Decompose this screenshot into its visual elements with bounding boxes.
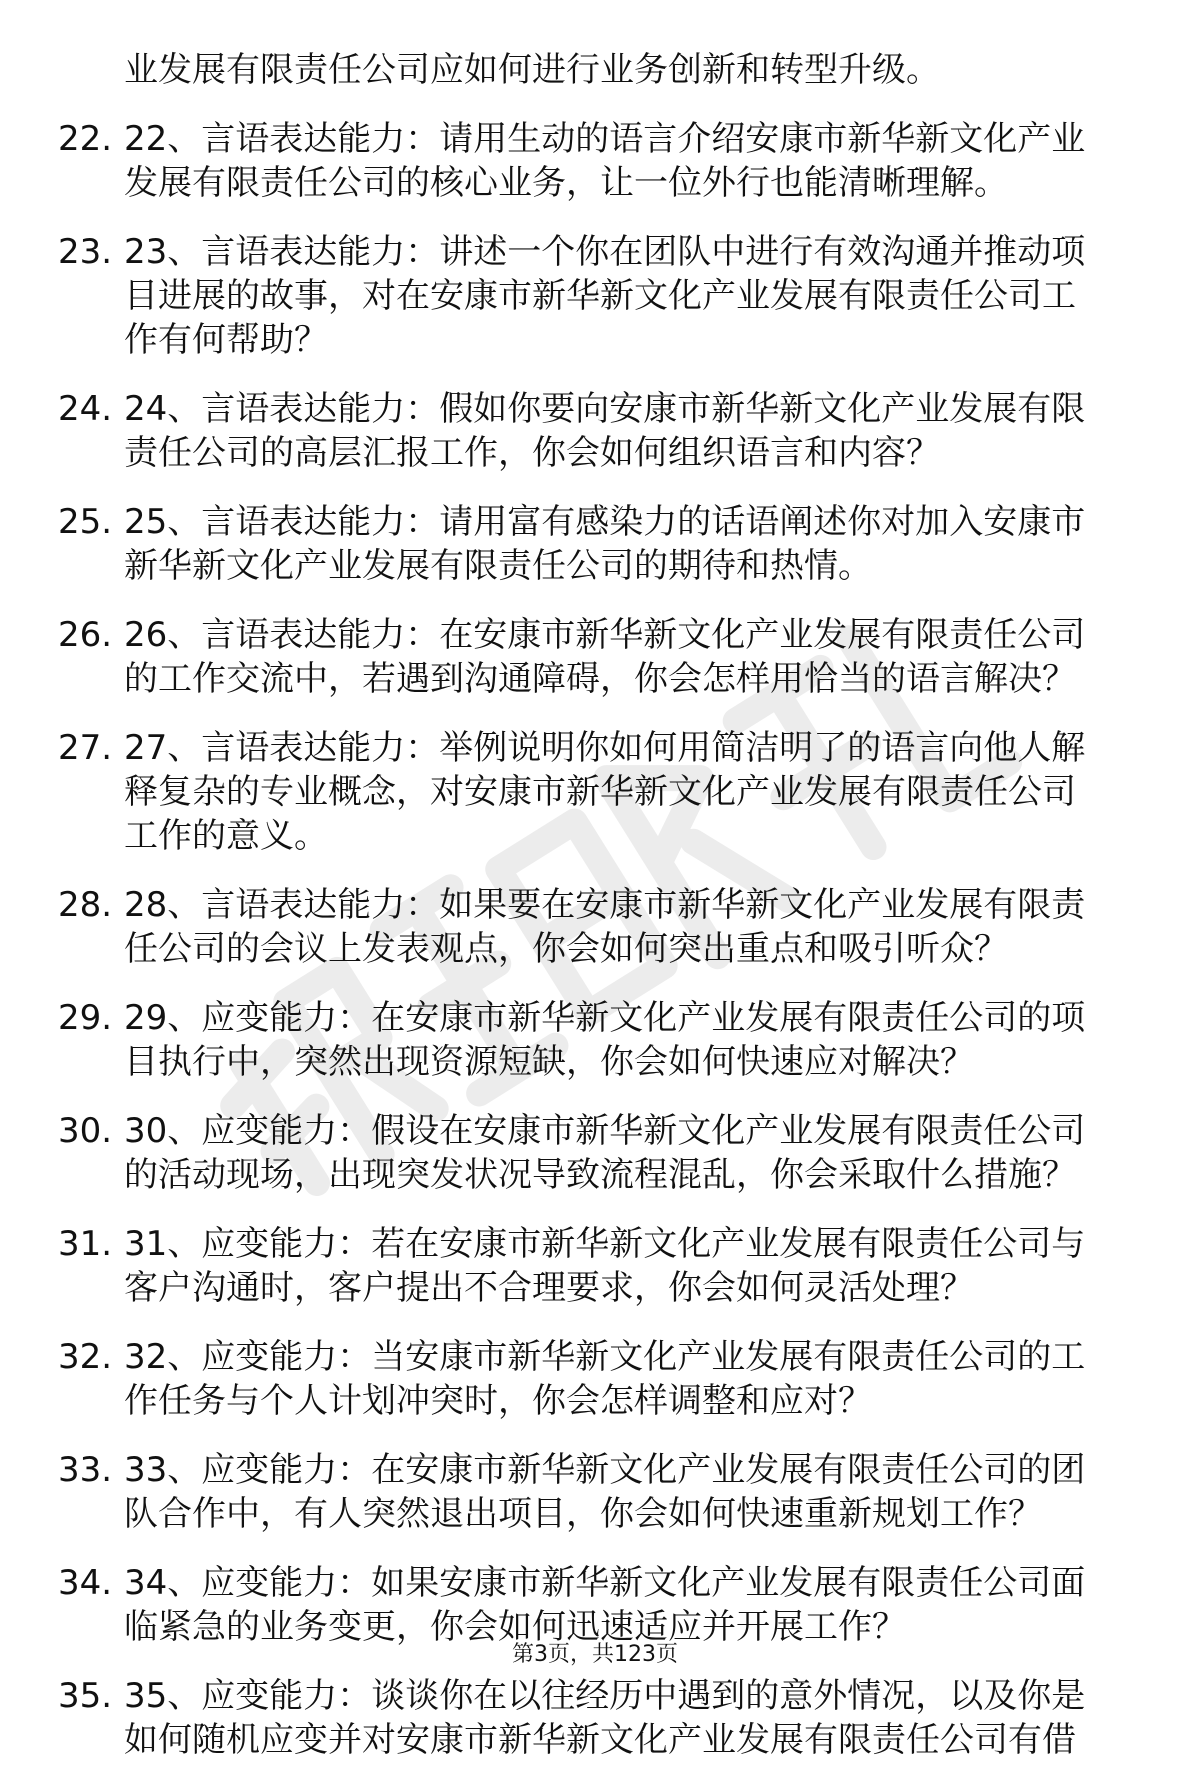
item-text-line: 发展有限责任公司的核心业务，让一位外行也能清晰理解。 — [124, 163, 1008, 203]
item-text-line: 33、应变能力：在安康市新华新文化产业发展有限责任公司的团 — [124, 1450, 1086, 1490]
item-text — [124, 613, 1138, 701]
item-number: 32. — [58, 1337, 113, 1377]
item-text-line: 客户沟通时，客户提出不合理要求，你会如何灵活处理？ — [124, 1268, 974, 1308]
item-text-line: 31、应变能力：若在安康市新华新文化产业发展有限责任公司与 — [124, 1224, 1086, 1264]
item-text — [124, 726, 1138, 858]
item-number: 22. — [58, 119, 113, 159]
item-text-line: 30、应变能力：假设在安康市新华新文化产业发展有限责任公司 — [124, 1111, 1086, 1151]
list-item — [58, 996, 1138, 1084]
item-text-line: 的工作交流中，若遇到沟通障碍，你会怎样用恰当的语言解决？ — [124, 659, 1076, 699]
item-number: 33. — [58, 1450, 113, 1490]
item-text-line: 29、应变能力：在安康市新华新文化产业发展有限责任公司的项 — [124, 998, 1086, 1038]
list-item — [58, 500, 1138, 588]
item-number: 35. — [58, 1676, 113, 1716]
item-text-line: 如何随机应变并对安康市新华新文化产业发展有限责任公司有借 — [124, 1720, 1076, 1760]
item-text-line: 32、应变能力：当安康市新华新文化产业发展有限责任公司的工 — [124, 1337, 1086, 1377]
list-item — [58, 1448, 1138, 1536]
item-text — [124, 1335, 1138, 1423]
list-item — [58, 1222, 1138, 1310]
item-number: 31. — [58, 1224, 113, 1264]
item-text-line: 临紧急的业务变更，你会如何迅速适应并开展工作？ — [124, 1607, 906, 1647]
page-footer: 第3页，共123页 — [512, 1642, 678, 1667]
item-text-line: 责任公司的高层汇报工作，你会如何组织语言和内容？ — [124, 433, 940, 473]
continuation-line: 业发展有限责任公司应如何进行业务创新和转型升级。 — [124, 50, 940, 90]
item-text-line: 24、言语表达能力：假如你要向安康市新华新文化产业发展有限 — [124, 389, 1086, 429]
item-number: 26. — [58, 615, 113, 655]
item-number: 27. — [58, 728, 113, 768]
list-item — [58, 1109, 1138, 1197]
item-text-line: 目进展的故事，对在安康市新华新文化产业发展有限责任公司工 — [124, 276, 1076, 316]
item-text-line: 34、应变能力：如果安康市新华新文化产业发展有限责任公司面 — [124, 1563, 1086, 1603]
item-text — [124, 387, 1138, 475]
item-text-line: 22、言语表达能力：请用生动的语言介绍安康市新华新文化产业 — [124, 119, 1086, 159]
item-text-line: 35、应变能力：谈谈你在以往经历中遇到的意外情况，以及你是 — [124, 1676, 1086, 1716]
item-text-line: 25、言语表达能力：请用富有感染力的话语阐述你对加入安康市 — [124, 502, 1086, 542]
item-text-line: 任公司的会议上发表观点，你会如何突出重点和吸引听众？ — [124, 929, 1008, 969]
item-text-line: 23、言语表达能力：讲述一个你在团队中进行有效沟通并推动项 — [124, 232, 1086, 272]
list-item — [58, 883, 1138, 971]
item-text — [124, 883, 1138, 971]
list-item — [58, 117, 1138, 205]
item-text-line: 新华新文化产业发展有限责任公司的期待和热情。 — [124, 546, 872, 586]
item-text — [124, 1674, 1138, 1762]
list-item — [58, 1335, 1138, 1423]
list-item — [58, 1561, 1138, 1649]
item-text-line: 27、言语表达能力：举例说明你如何用简洁明了的语言向他人解 — [124, 728, 1086, 768]
list-item — [58, 613, 1138, 701]
item-text — [124, 1561, 1138, 1649]
question-list — [58, 48, 1138, 1787]
item-number: 24. — [58, 389, 113, 429]
item-text — [124, 230, 1138, 362]
item-text-line: 工作的意义。 — [124, 816, 328, 856]
list-item — [58, 387, 1138, 475]
item-text-line: 释复杂的专业概念，对安康市新华新文化产业发展有限责任公司 — [124, 772, 1076, 812]
list-item — [58, 1674, 1138, 1762]
item-number: 30. — [58, 1111, 113, 1151]
item-number: 34. — [58, 1563, 113, 1603]
item-text-line: 26、言语表达能力：在安康市新华新文化产业发展有限责任公司 — [124, 615, 1086, 655]
item-text — [124, 117, 1138, 205]
item-text-line: 作任务与个人计划冲突时，你会怎样调整和应对？ — [124, 1381, 872, 1421]
item-text — [124, 1448, 1138, 1536]
item-text — [124, 1222, 1138, 1310]
list-item — [58, 726, 1138, 858]
item-text-line: 28、言语表达能力：如果要在安康市新华新文化产业发展有限责 — [124, 885, 1086, 925]
item-number: 28. — [58, 885, 113, 925]
item-text — [124, 500, 1138, 588]
item-number: 29. — [58, 998, 113, 1038]
item-text — [124, 996, 1138, 1084]
item-number: 25. — [58, 502, 113, 542]
item-number: 23. — [58, 232, 113, 272]
item-text — [124, 1109, 1138, 1197]
item-text-line: 的活动现场，出现突发状况导致流程混乱，你会采取什么措施？ — [124, 1155, 1076, 1195]
item-text-line: 目执行中，突然出现资源短缺，你会如何快速应对解决？ — [124, 1042, 974, 1082]
list-item — [58, 230, 1138, 362]
item-text-line: 队合作中，有人突然退出项目，你会如何快速重新规划工作？ — [124, 1494, 1042, 1534]
item-text-line: 作有何帮助？ — [124, 320, 328, 360]
